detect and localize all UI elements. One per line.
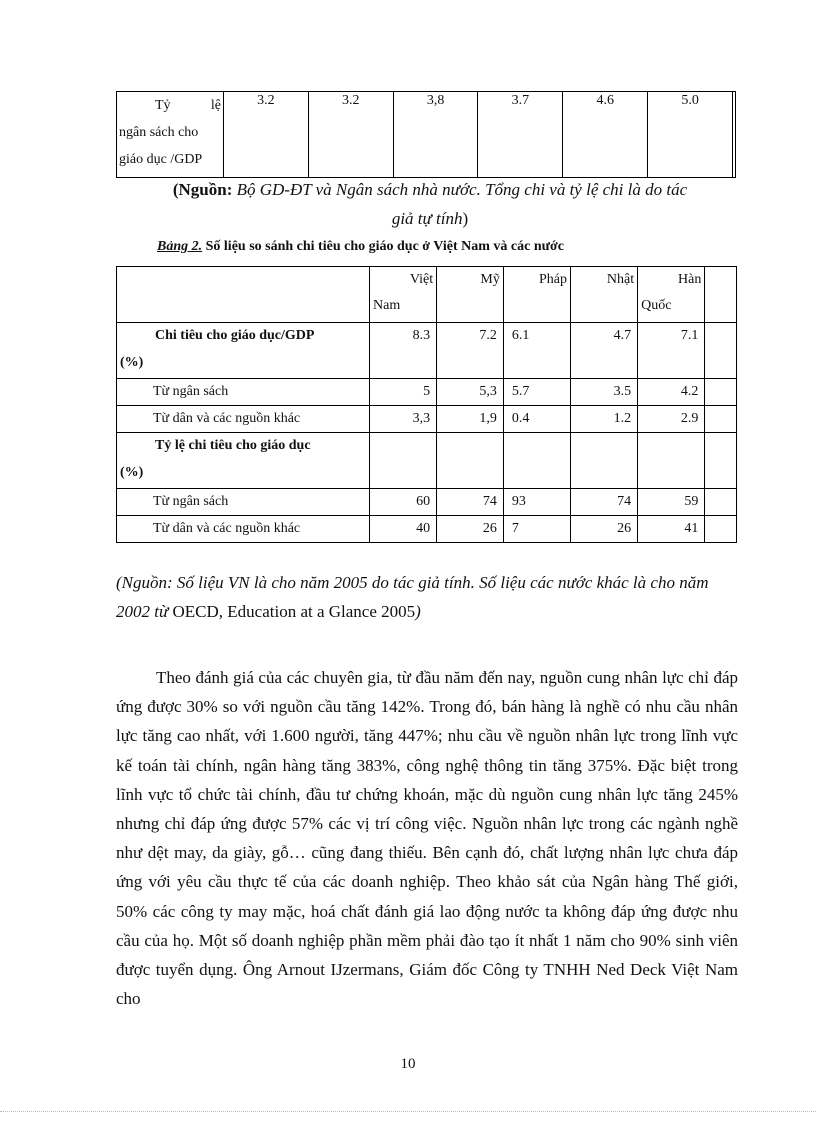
column-header-vietnam: Việt Nam [370, 267, 437, 323]
table-row [117, 406, 737, 433]
table-cell-empty [705, 323, 737, 379]
table-cell-empty [638, 433, 705, 489]
section-label: Tỷ lệ chi tiêu cho giáo dục (%) [117, 433, 370, 489]
column-header-france: Pháp [503, 267, 570, 323]
table-cell-empty [705, 379, 737, 406]
table-cell: 74 [437, 489, 504, 516]
header-empty-cell [117, 267, 370, 323]
table-cell: 5 [370, 379, 437, 406]
table-cell: 60 [370, 489, 437, 516]
table-cell: 5.0 [648, 92, 733, 178]
row-label: Từ dân và các nguồn khác [117, 516, 370, 543]
table-cell: 0.4 [503, 406, 570, 433]
table-cell-empty [571, 433, 638, 489]
column-header-usa: Mỹ [437, 267, 504, 323]
table-cell: 4.2 [638, 379, 705, 406]
page-bottom-divider [0, 1111, 816, 1112]
table-cell: 26 [437, 516, 504, 543]
table-cell-empty [733, 92, 736, 178]
table-cell: 40 [370, 516, 437, 543]
table-cell: 3.7 [478, 92, 563, 178]
table-cell-empty [705, 516, 737, 543]
table-row [117, 323, 737, 379]
table-cell: 3,8 [393, 92, 478, 178]
table-header-row [117, 267, 737, 323]
table-cell: 4.6 [563, 92, 648, 178]
row-label: Từ dân và các nguồn khác [117, 406, 370, 433]
table-cell: 7.1 [638, 323, 705, 379]
table-cell-empty [503, 433, 570, 489]
table2-caption: Bảng 2. Số liệu so sánh chi tiêu cho giáo dục ở Việt Nam và các nước [157, 239, 564, 254]
table-cell-empty [705, 267, 737, 323]
table-cell: 59 [638, 489, 705, 516]
row-label: Từ ngân sách [117, 379, 370, 406]
table-row [117, 489, 737, 516]
table-cell-empty [370, 433, 437, 489]
table-cell: 6.1 [503, 323, 570, 379]
table-cell: 7 [503, 516, 570, 543]
section-label: Chi tiêu cho giáo dục/GDP (%) [117, 323, 370, 379]
row-label: Tỷ lệ ngân sách cho giáo dục /GDP [117, 92, 224, 178]
table-row [117, 516, 737, 543]
table-cell-empty [705, 406, 737, 433]
table-cell: 1.2 [571, 406, 638, 433]
page-number: 10 [400, 1056, 416, 1072]
table-cell: 93 [503, 489, 570, 516]
table-cell-empty [437, 433, 504, 489]
table-cell: 4.7 [571, 323, 638, 379]
table-cell: 8.3 [370, 323, 437, 379]
table-cell: 5,3 [437, 379, 504, 406]
column-header-japan: Nhật [571, 267, 638, 323]
table1-source-note: (Nguồn: Bộ GD-ĐT và Ngân sách nhà nước. Tổng chi và tỷ lệ chi là do tác giả tự tính) [172, 180, 688, 228]
table-cell-empty [705, 489, 737, 516]
table-cell: 3.5 [571, 379, 638, 406]
table-cell: 2.9 [638, 406, 705, 433]
column-header-korea: Hàn Quốc [638, 267, 705, 323]
body-paragraph: Theo đánh giá của các chuyên gia, từ đầu năm đến nay, nguồn cung nhân lực chỉ đáp ứng được 30% so với nguồn cầu tăng 142%. Trong đó, bán hàng là nghề có nhu cầu nhân lực tăng cao nhất, với 1.600 người, tăng 447%; nhu cầu về nguồn nhân lực trong lĩnh vực kế toán tài chính, ngân hàng tăng 383%, công nghệ thông tin tăng 375%. Đặc biệt trong lĩnh vực tổ chức tài chính, đầu tư chứng khoán, mặc dù nguồn cung nhân lực tăng 245% nhưng chỉ đáp ứng được 57% các vị trí công việc. Nguồn nhân lực trong các ngành nghề như dệt may, da giày, gỗ… cũng đang thiếu. Bên cạnh đó, chất lượng nhân lực chưa đáp ứng với yêu cầu thực tế của các doanh nghiệp. Theo khảo sát của Ngân hàng Thế giới, 50% các công ty may mặc, hoá chất đánh giá lao động nước ta không đáp ứng được nhu cầu của họ. Một số doanh nghiệp phần mềm phải đào tạo ít nhất 1 năm cho 90% sinh viên được tuyển dụng. Ông Arnout IJzermans, Giám đốc Công ty TNHH Ned Deck Việt Nam cho [116, 668, 738, 1009]
row-label: Từ ngân sách [117, 489, 370, 516]
table-cell: 3.2 [224, 92, 309, 178]
table-row [117, 433, 737, 489]
table-cell-empty [705, 433, 737, 489]
table-cell: 3.2 [308, 92, 393, 178]
budget-ratio-table [116, 91, 736, 178]
table-cell: 74 [571, 489, 638, 516]
education-spending-table [116, 266, 737, 543]
table-row [117, 379, 737, 406]
table2-source-note: (Nguồn: Số liệu VN là cho năm 2005 do tác giả tính. Số liệu các nước khác là cho năm 2002 từ OECD, Education at a Glance 2005) [116, 573, 709, 621]
table-cell: 1,9 [437, 406, 504, 433]
table-cell: 41 [638, 516, 705, 543]
table-cell: 7.2 [437, 323, 504, 379]
table-row [117, 92, 736, 178]
table-cell: 5.7 [503, 379, 570, 406]
table-cell: 26 [571, 516, 638, 543]
table-cell: 3,3 [370, 406, 437, 433]
